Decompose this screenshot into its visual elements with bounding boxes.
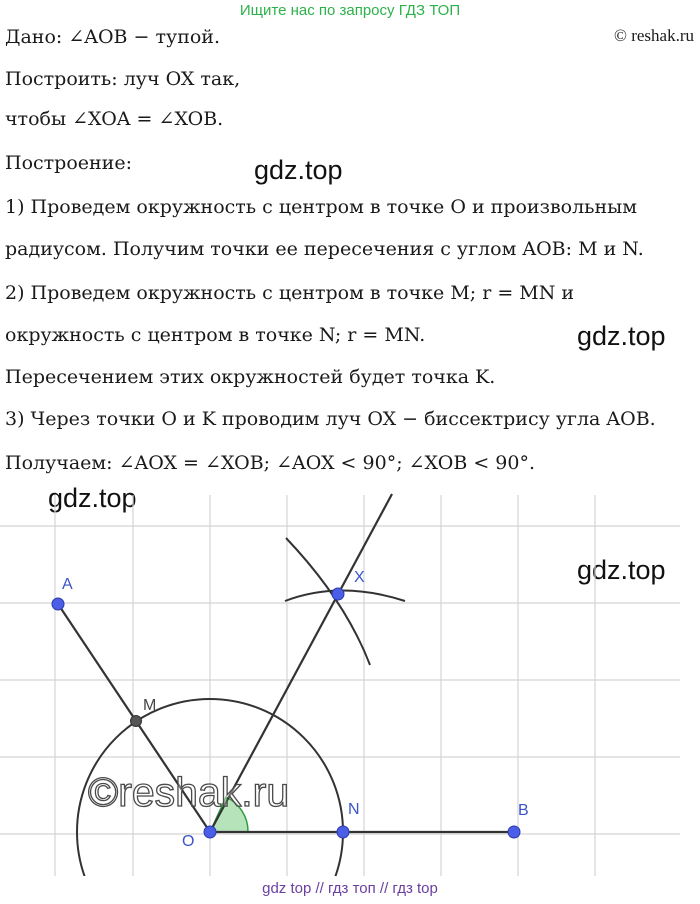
copyright: © reshak.ru [614, 26, 694, 45]
point-x [332, 588, 344, 600]
step1-line-1: 1) Проведем окружность с центром в точке O и произвольным [5, 196, 638, 218]
construction-heading: Построение: [5, 152, 132, 174]
reshak-watermark: ©reshak.ru [88, 769, 290, 815]
watermark-gdz-3: gdz.top [48, 483, 137, 513]
step2-line-1: 2) Проведем окружность с центром в точке M; r = MN и [5, 282, 575, 304]
watermark-gdz-2: gdz.top [577, 321, 666, 351]
step3-line: 3) Через точки O и K проводим луч OX − биссектрису угла AOB. [5, 408, 656, 430]
result-line: Получаем: ∠AOX = ∠XOB; ∠AOX < 90°; ∠XOB < 90°. [5, 452, 536, 474]
point-o [204, 826, 216, 838]
label-x: X [354, 569, 365, 586]
label-m: M [143, 697, 157, 714]
given-line: Дано: ∠AOB − тупой. [5, 26, 220, 48]
footer-links[interactable]: gdz top // гдз топ // гдз top [262, 880, 438, 897]
top-banner[interactable]: Ищите нас по запросу ГДЗ ТОП [239, 2, 461, 19]
step1-line-2: радиусом. Получим точки ее пересечения с углом AOB: M и N. [5, 238, 644, 260]
point-b [508, 826, 520, 838]
point-m [131, 716, 142, 727]
label-o: O [182, 833, 195, 850]
task-line-2: чтобы ∠XOA = ∠XOB. [5, 108, 224, 130]
task-line-1: Построить: луч OX так, [5, 68, 241, 90]
intersection-line: Пересечением этих окружностей будет точка K. [5, 366, 496, 388]
arc-from-n [285, 591, 405, 602]
watermark-gdz-1: gdz.top [254, 155, 343, 185]
point-n [337, 826, 349, 838]
point-a [52, 598, 64, 610]
watermark-gdz-4: gdz.top [577, 555, 666, 585]
label-a: A [62, 576, 73, 593]
step2-line-2: окружность с центром в точке N; r = MN. [5, 324, 426, 346]
grid [0, 495, 680, 876]
label-n: N [348, 801, 360, 818]
label-b: B [518, 802, 529, 819]
